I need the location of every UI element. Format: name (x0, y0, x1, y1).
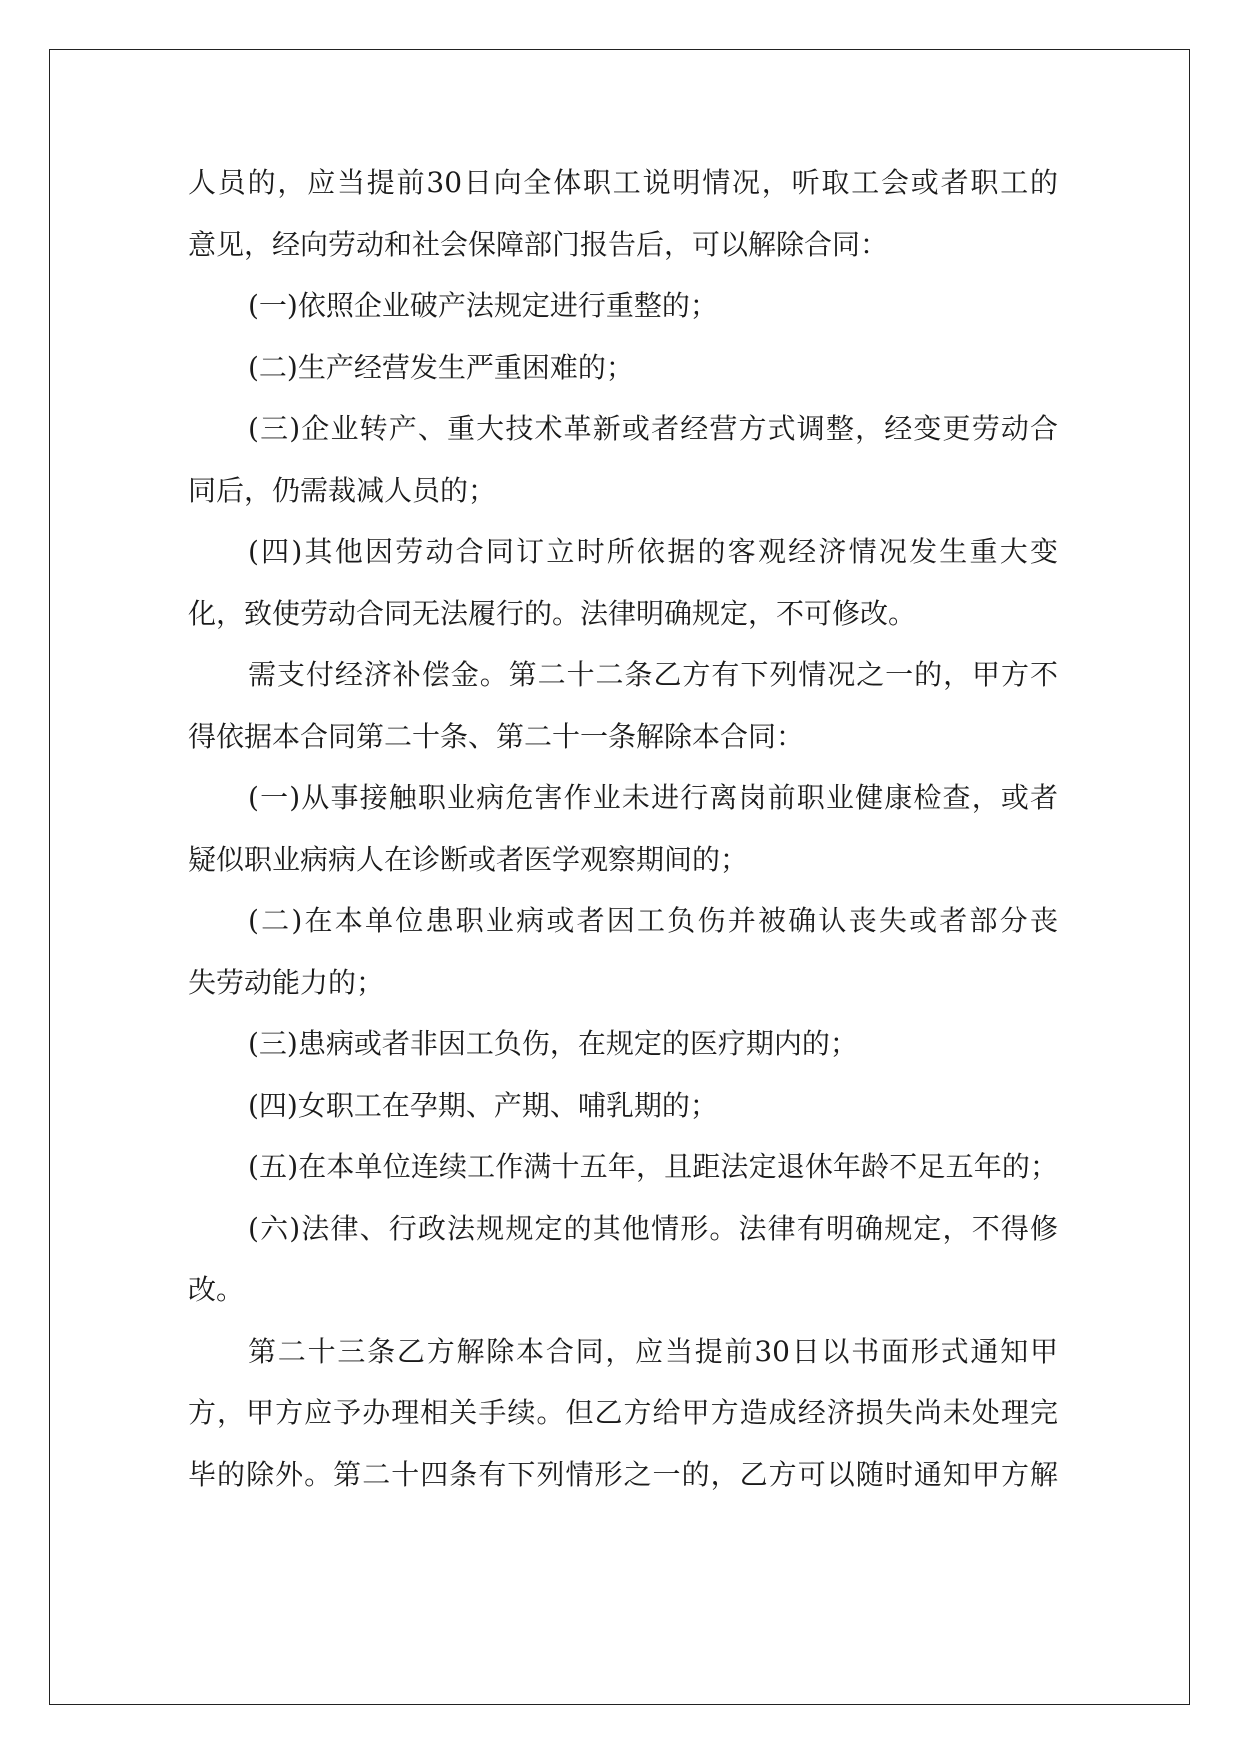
text-line: (三)患病或者非因工负伤，在规定的医疗期内的； (248, 1027, 858, 1060)
text-line: 失劳动能力的； (188, 965, 385, 999)
text-line: 人员的，应当提前30日向全体职工说明情况，听取工会或者职工的 (188, 166, 1058, 199)
document-body (188, 152, 1058, 1505)
text-line: (四)女职工在孕期、产期、哺乳期的； (248, 1088, 718, 1122)
text-line: (五)在本单位连续工作满十五年，且距法定退休年龄不足五年的； (248, 1150, 1058, 1183)
text-line: (一)依照企业破产法规定进行重整的； (248, 289, 718, 322)
text-line: (一)从事接触职业病危害作业未进行离岗前职业健康检查，或者 (248, 781, 1058, 814)
text-line: (六)法律、行政法规规定的其他情形。法律有明确规定，不得修 (248, 1211, 1058, 1245)
text-line: 化，致使劳动合同无法履行的。法律明确规定，不可修改。 (188, 596, 917, 630)
text-line: 意见，经向劳动和社会保障部门报告后，可以解除合同： (188, 227, 889, 261)
text-line: 同后，仍需裁减人员的； (188, 473, 497, 507)
text-line: (二)生产经营发生严重困难的； (248, 350, 634, 384)
text-line: 第二十三条乙方解除本合同，应当提前30日以书面形式通知甲 (248, 1334, 1058, 1368)
text-line: (三)企业转产、重大技术革新或者经营方式调整，经变更劳动合 (248, 412, 1058, 445)
text-line: 疑似职业病病人在诊断或者医学观察期间的； (188, 842, 749, 876)
text-line: (四)其他因劳动合同订立时所依据的客观经济情况发生重大变 (248, 535, 1058, 568)
text-line: 得依据本合同第二十条、第二十一条解除本合同： (188, 719, 805, 753)
text-line: 改。 (188, 1273, 245, 1306)
text-line: (二)在本单位患职业病或者因工负伤并被确认丧失或者部分丧 (248, 904, 1058, 937)
text-line: 需支付经济补偿金。第二十二条乙方有下列情况之一的，甲方不 (248, 658, 1058, 691)
text-line: 方，甲方应予办理相关手续。但乙方给甲方造成经济损失尚未处理完 (188, 1396, 1058, 1429)
text-line: 毕的除外。第二十四条有下列情形之一的，乙方可以随时通知甲方解 (188, 1457, 1058, 1491)
